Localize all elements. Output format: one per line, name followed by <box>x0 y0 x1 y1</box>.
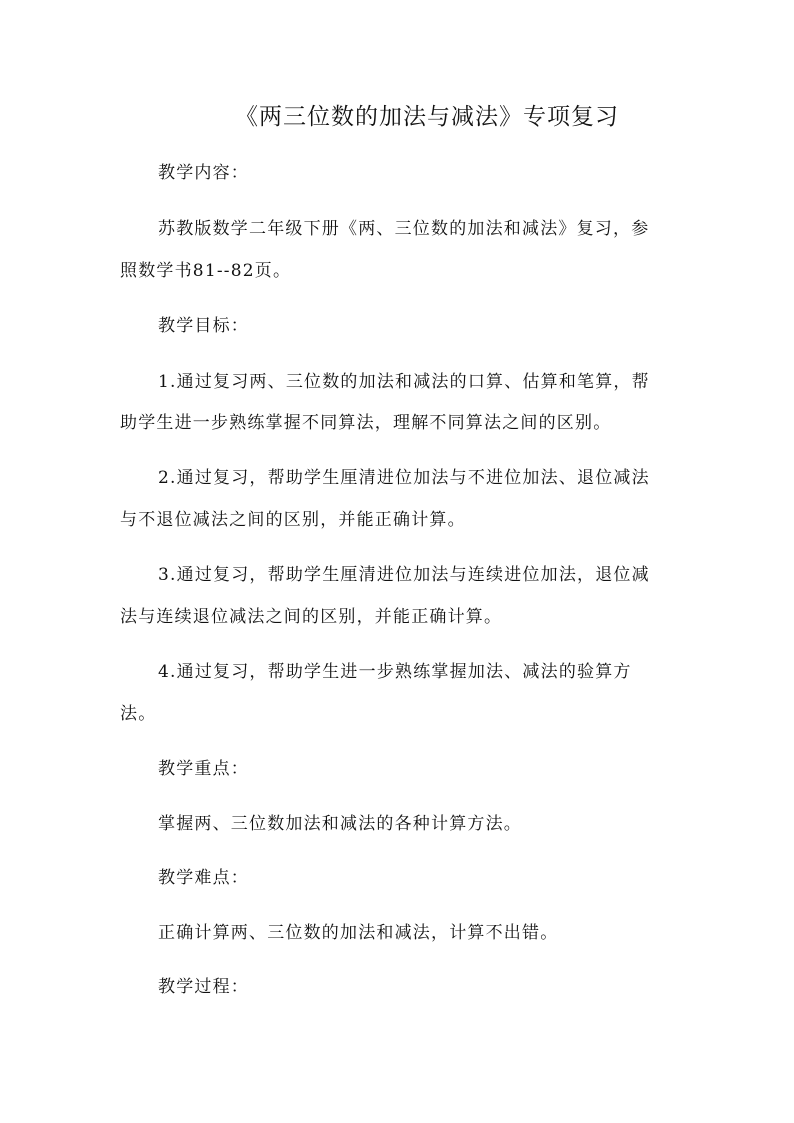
goals-heading: 教学目标： <box>158 316 249 336</box>
goal-4-line-2: 法。 <box>120 704 157 724</box>
key-heading: 教学重点： <box>158 759 249 779</box>
page-title: 《两三位数的加法与减法》专项复习 <box>235 104 619 130</box>
content-line-2: 照数学书81--82页。 <box>120 261 292 281</box>
goal-2-line-1: 2.通过复习，帮助学生厘清进位加法与不进位加法、退位减法 <box>158 468 650 488</box>
goal-1-line-2: 助学生进一步熟练掌握不同算法，理解不同算法之间的区别。 <box>120 413 612 433</box>
difficulty-heading: 教学难点： <box>158 868 249 888</box>
key-text: 掌握两、三位数加法和减法的各种计算方法。 <box>158 814 522 834</box>
goal-3-line-1: 3.通过复习，帮助学生厘清进位加法与连续进位加法，退位减 <box>158 565 650 585</box>
goal-1-line-1: 1.通过复习两、三位数的加法和减法的口算、估算和笔算，帮 <box>158 372 650 392</box>
process-heading: 教学过程： <box>158 977 249 997</box>
goal-3-line-2: 法与连续退位减法之间的区别，并能正确计算。 <box>120 607 503 627</box>
difficulty-text: 正确计算两、三位数的加法和减法，计算不出错。 <box>158 923 559 943</box>
content-line-1: 苏教版数学二年级下册《两、三位数的加法和减法》复习，参 <box>158 219 650 239</box>
goal-2-line-2: 与不退位减法之间的区别，并能正确计算。 <box>120 510 466 530</box>
content-heading: 教学内容： <box>158 163 249 183</box>
goal-4-line-1: 4.通过复习，帮助学生进一步熟练掌握加法、减法的验算方 <box>158 662 632 682</box>
